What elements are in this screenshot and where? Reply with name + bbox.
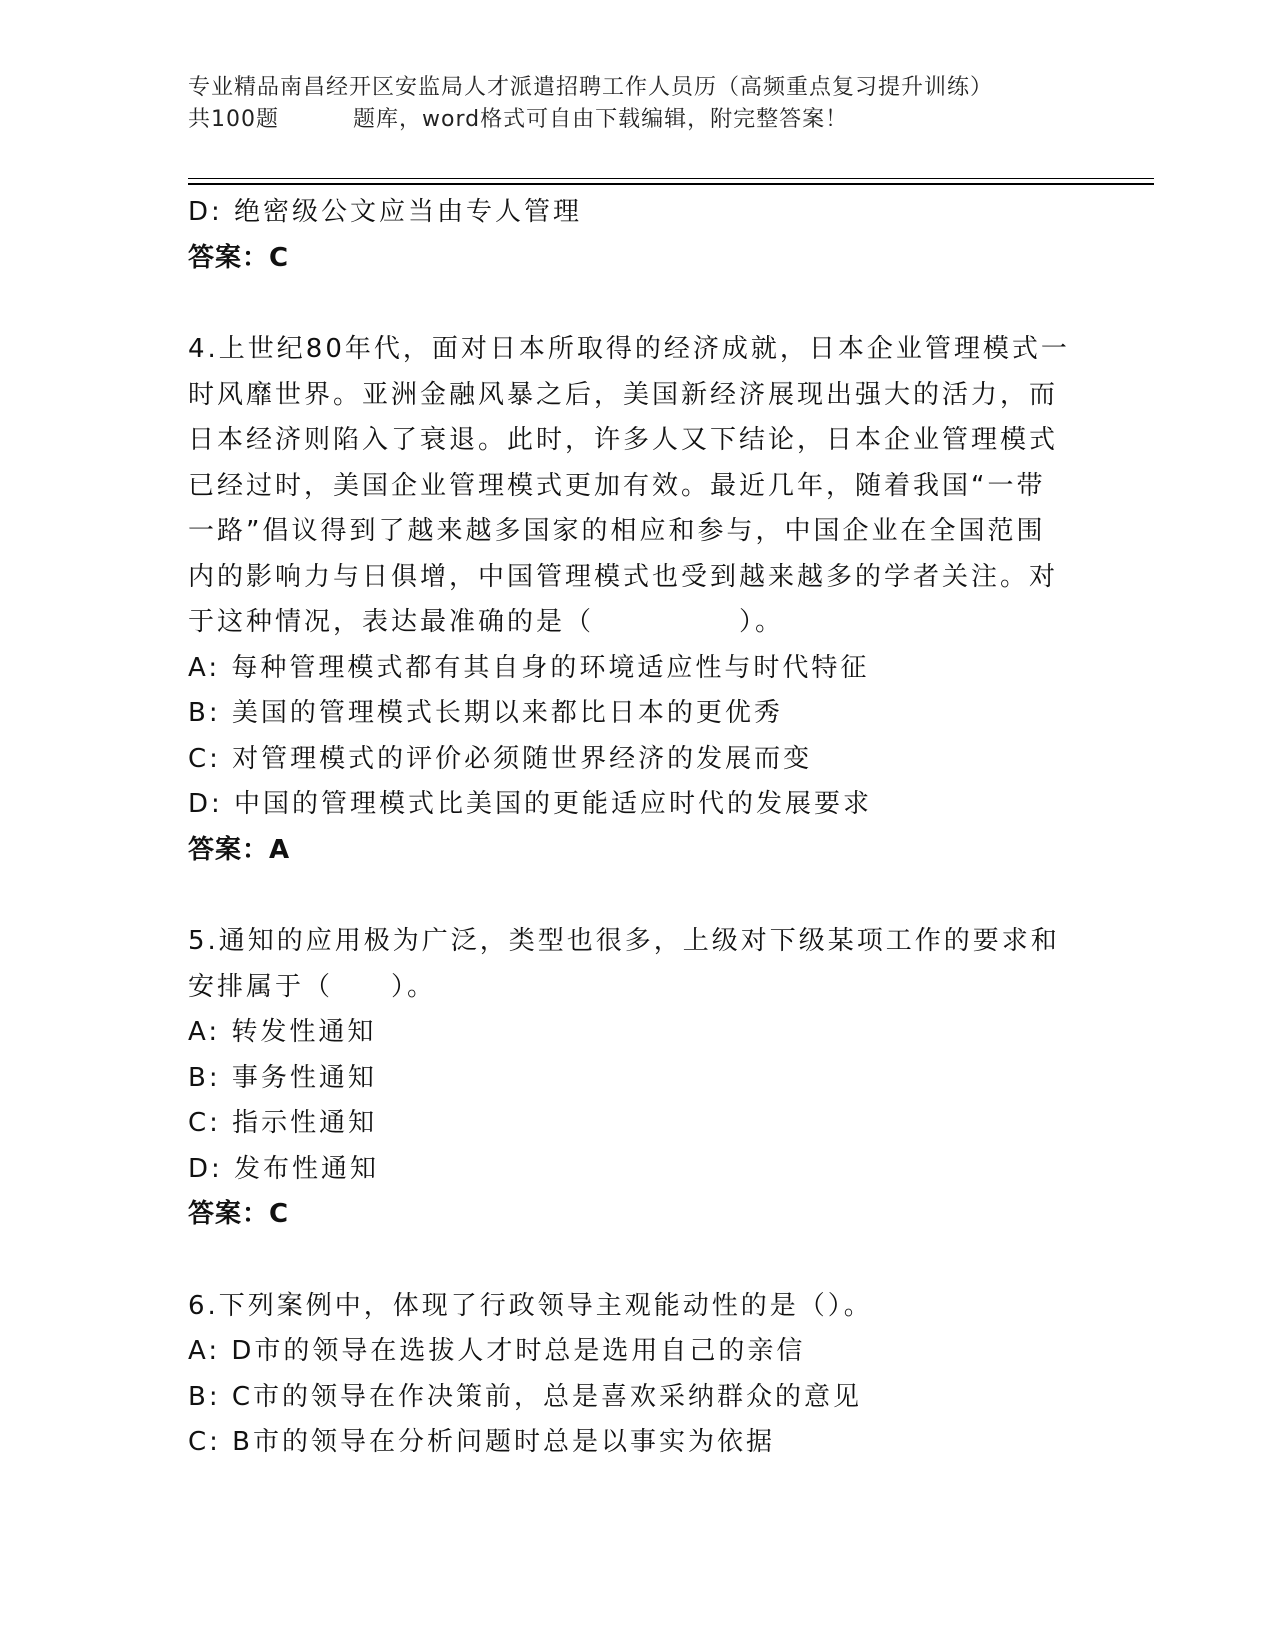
header-count: 共100题 (188, 107, 279, 132)
q5-option-c: C: 指示性通知 (188, 1108, 378, 1138)
q4-option-d: D: 中国的管理模式比美国的更能适应时代的发展要求 (188, 789, 873, 819)
header-subtitle (188, 104, 1088, 136)
q5-option-d: D: 发布性通知 (188, 1153, 380, 1184)
header-note: 题库，word格式可自由下载编辑，附完整答案！ (353, 107, 849, 132)
q4-option-b: B: 美国的管理模式长期以来都比日本的更优秀 (188, 698, 783, 728)
spacer (188, 281, 1068, 327)
q4-option-a: A: 每种管理模式都有其自身的环境适应性与时代特征 (188, 652, 870, 683)
q6-option-c: C: B市的领导在分析问题时总是以事实为依据 (188, 1427, 776, 1457)
question-4 (188, 327, 1068, 873)
q5-answer: 答案：C (188, 1199, 290, 1229)
q4-stem-line: 时风靡世界。亚洲金融风暴之后，美国新经济展现出强大的活力，而 (188, 379, 1059, 410)
spacer (188, 1238, 1068, 1284)
q4-stem-line: 4.上世纪80年代，面对日本所取得的经济成就，日本企业管理模式一 (188, 334, 1070, 364)
q4-answer: 答案：A (188, 834, 291, 865)
q6-stem-line: 6.下列案例中，体现了行政领导主观能动性的是（）。 (188, 1290, 873, 1321)
spacer (188, 873, 1068, 919)
header-rule-thick (188, 183, 1154, 185)
q4-stem-line: 日本经济则陷入了衰退。此时，许多人又下结论，日本企业管理模式 (188, 425, 1059, 455)
q3-answer: 答案：C (188, 242, 290, 273)
header-rule-thin (188, 178, 1154, 179)
q5-option-b: B: 事务性通知 (188, 1062, 377, 1093)
q4-stem-line: 已经过时，美国企业管理模式更加有效。最近几年，随着我国“一带 (188, 470, 1046, 501)
q3-option-d: D: 绝密级公文应当由专人管理 (188, 197, 583, 227)
header-title: 专业精品南昌经开区安监局人才派遣招聘工作人员历（高频重点复习提升训练） (188, 75, 994, 100)
q5-stem-line: 5.通知的应用极为广泛，类型也很多，上级对下级某项工作的要求和 (188, 926, 1060, 956)
q4-option-c: C: 对管理模式的评价必须随世界经济的发展而变 (188, 743, 813, 774)
q4-stem-line: 于这种情况，表达最准确的是（ ）。 (188, 607, 785, 637)
q6-option-b: B: C市的领导在作决策前，总是喜欢采纳群众的意见 (188, 1381, 863, 1412)
question-6 (188, 1284, 1068, 1466)
q6-option-a: A: D市的领导在选拔人才时总是选用自己的亲信 (188, 1336, 806, 1366)
question-5 (188, 919, 1068, 1238)
document-header (188, 72, 1088, 136)
q4-stem-line: 一路”倡议得到了越来越多国家的相应和参与，中国企业在全国范围 (188, 516, 1046, 546)
q4-stem-line: 内的影响力与日俱增，中国管理模式也受到越来越多的学者关注。对 (188, 561, 1059, 592)
question-content (188, 190, 1068, 1466)
q5-stem-line: 安排属于（ ）。 (188, 971, 437, 1002)
q5-option-a: A: 转发性通知 (188, 1017, 377, 1047)
